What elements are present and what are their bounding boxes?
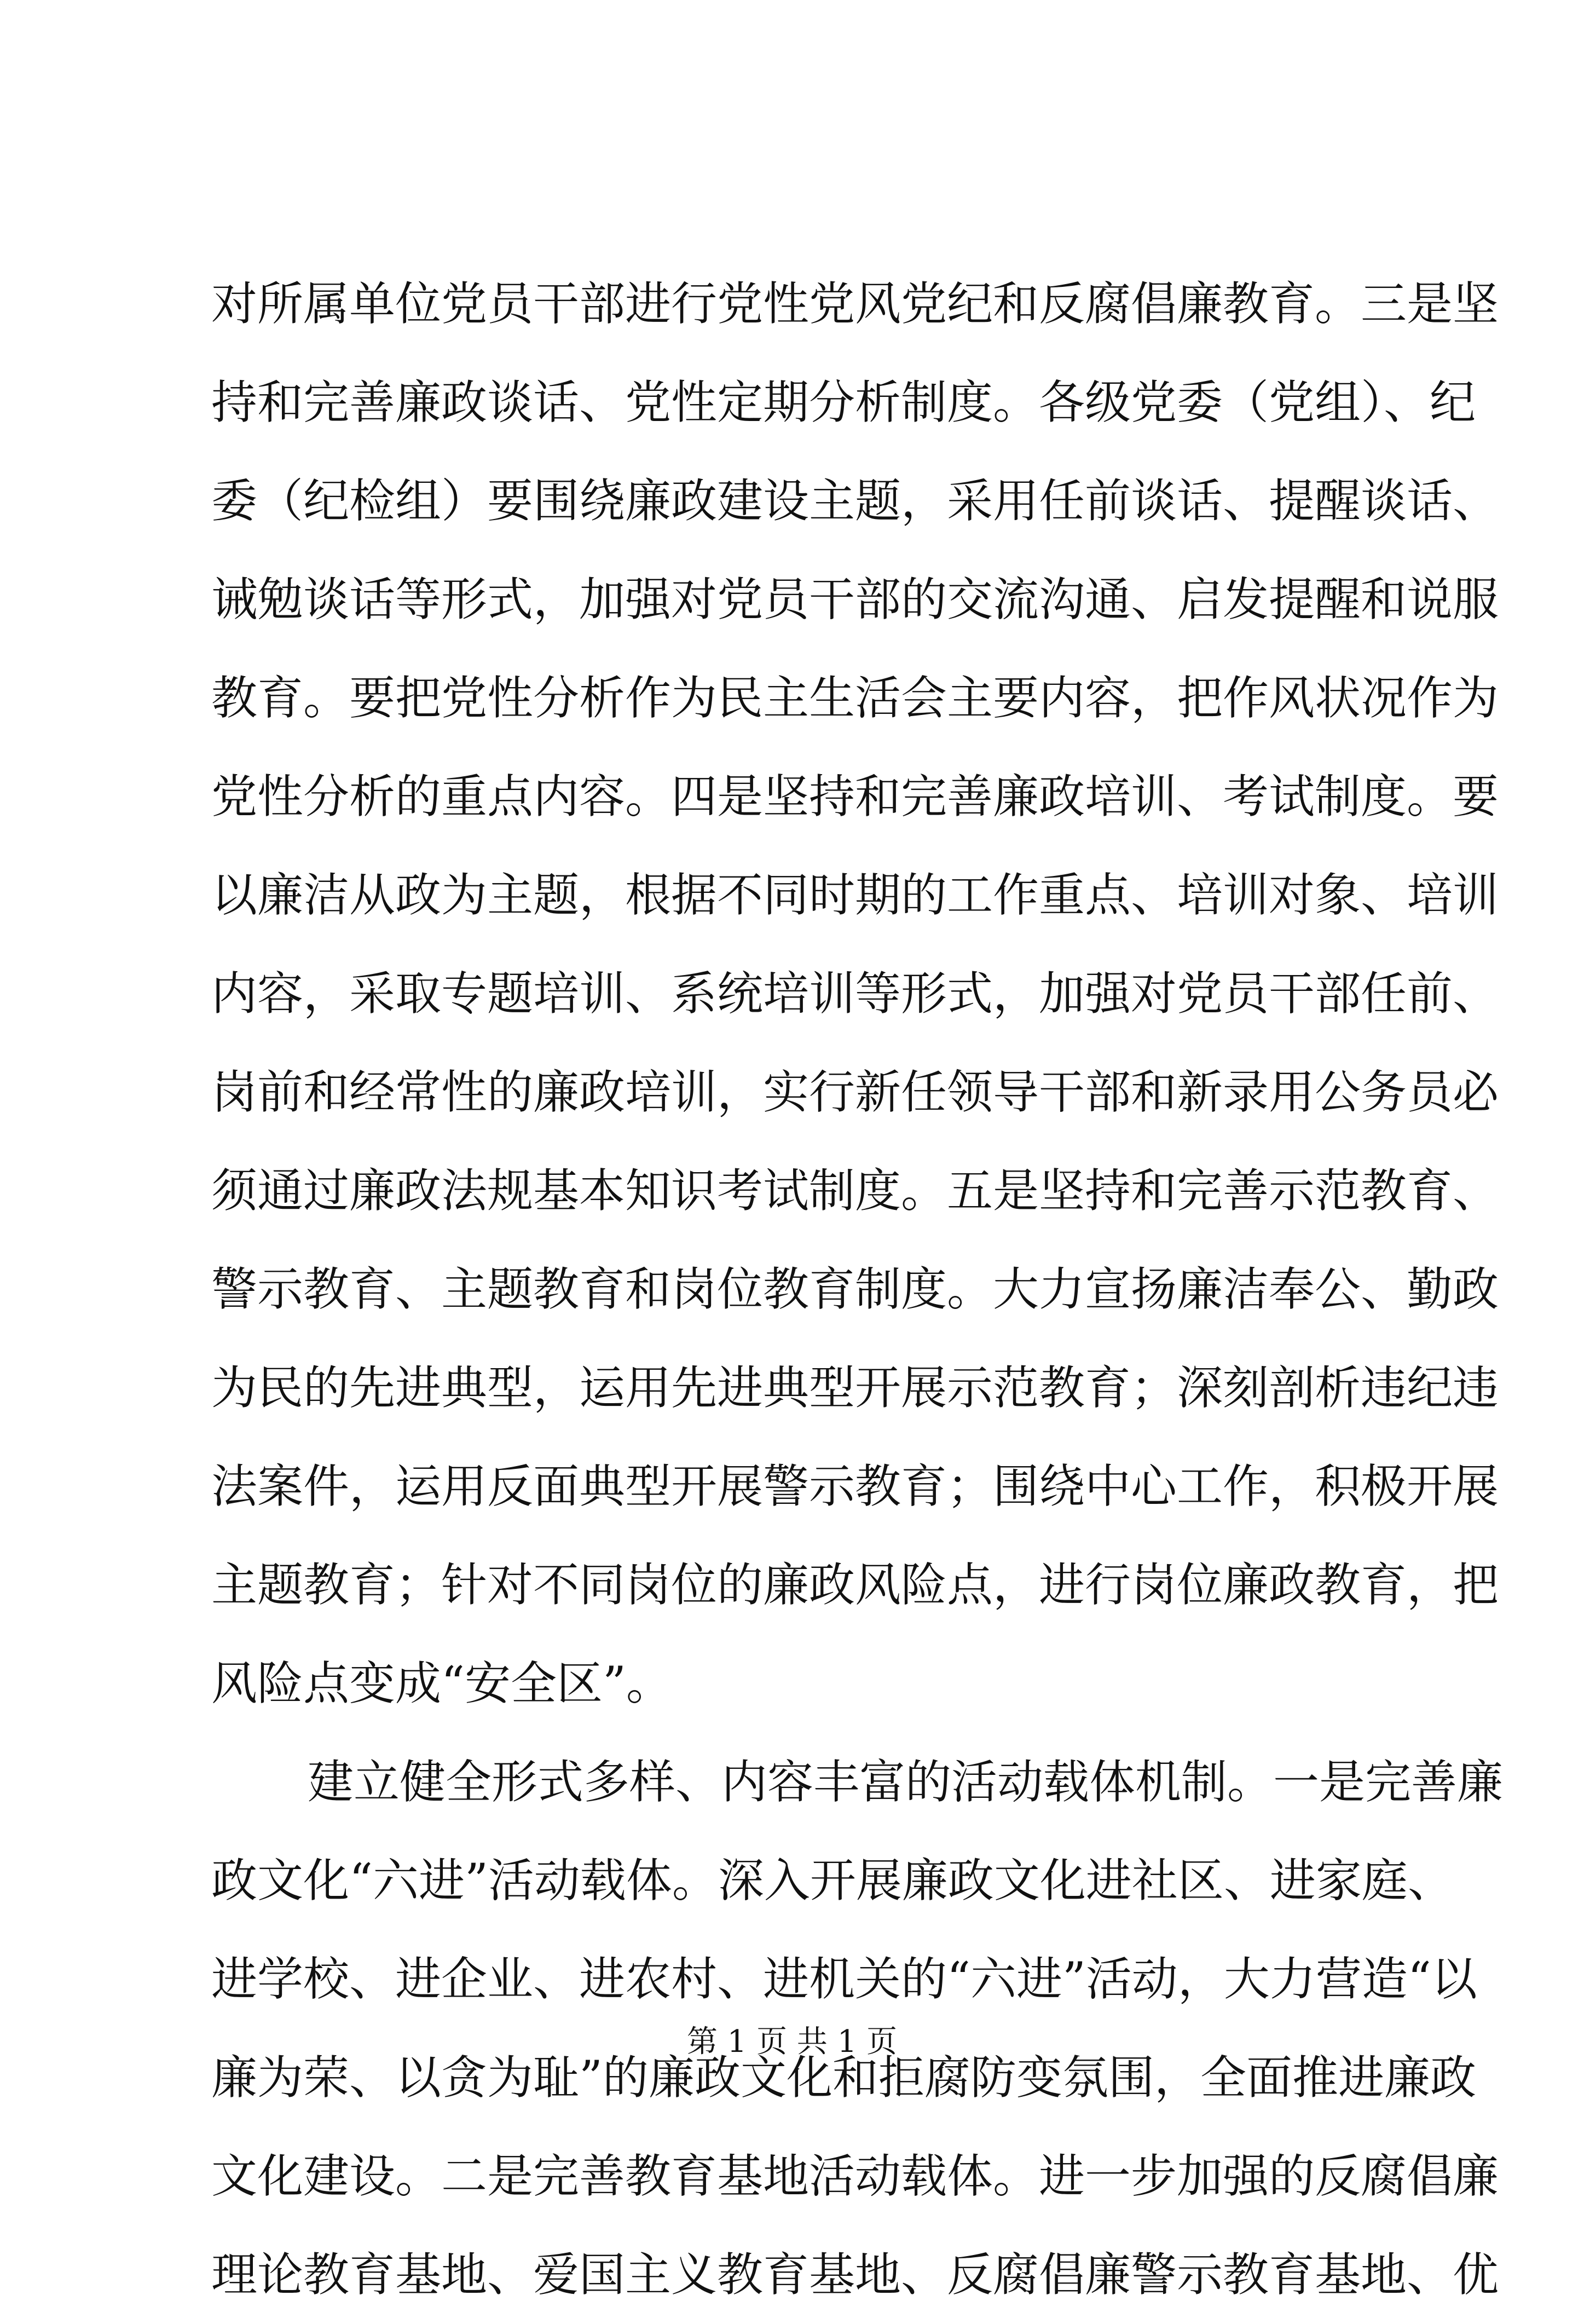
text-line: 须通过廉政法规基本知识考试制度。五是坚持和完善示范教育、	[211, 1164, 1499, 1218]
text-line: 持和完善廉政谈话、党性定期分析制度。各级党委（党组）、纪	[211, 376, 1476, 429]
page-footer: 第 1 页 共 1 页	[686, 2024, 898, 2060]
text-line: 党性分析的重点内容。四是坚持和完善廉政培训、考试制度。要	[211, 770, 1499, 823]
body-text	[211, 255, 1504, 2324]
text-line: 岗前和经常性的廉政培训，实行新任领导干部和新录用公务员必	[211, 1065, 1499, 1119]
text-line: 廉为荣、以贪为耻”的廉政文化和拒腐防变氛围，全面推进廉政	[211, 2051, 1476, 2104]
text-line: 风险点变成“安全区”。	[211, 1657, 672, 1710]
paragraph-first-line: 建立健全形式多样、内容丰富的活动载体机制。一是完善廉	[308, 1755, 1504, 1809]
text-line: 委（纪检组）要围绕廉政建设主题，采用任前谈话、提醒谈话、	[211, 474, 1499, 528]
text-line: 诫勉谈话等形式，加强对党员干部的交流沟通、启发提醒和说服	[211, 573, 1499, 626]
text-line: 进学校、进企业、进农村、进机关的“六进”活动，大力营造“以	[211, 1952, 1477, 2006]
text-line: 主题教育；针对不同岗位的廉政风险点，进行岗位廉政教育，把	[211, 1558, 1499, 1612]
text-line: 内容，采取专题培训、系统培训等形式，加强对党员干部任前、	[211, 967, 1499, 1020]
text-line: 文化建设。二是完善教育基地活动载体。进一步加强的反腐倡廉	[211, 2149, 1499, 2203]
text-line: 教育。要把党性分析作为民主生活会主要内容，把作风状况作为	[211, 671, 1499, 725]
text-line: 理论教育基地、爱国主义教育基地、反腐倡廉警示教育基地、优	[211, 2248, 1499, 2302]
text-line: 法案件，运用反面典型开展警示教育；围绕中心工作，积极开展	[211, 1460, 1499, 1513]
text-line: 为民的先进典型，运用先进典型开展示范教育；深刻剖析违纪违	[211, 1361, 1499, 1415]
text-line: 对所属单位党员干部进行党性党风党纪和反腐倡廉教育。三是坚	[211, 277, 1499, 331]
text-line: 警示教育、主题教育和岗位教育制度。大力宣扬廉洁奉公、勤政	[211, 1262, 1499, 1316]
text-line: 政文化“六进”活动载体。深入开展廉政文化进社区、进家庭、	[211, 1854, 1454, 1907]
text-line: 以廉洁从政为主题，根据不同时期的工作重点、培训对象、培训	[211, 868, 1499, 922]
